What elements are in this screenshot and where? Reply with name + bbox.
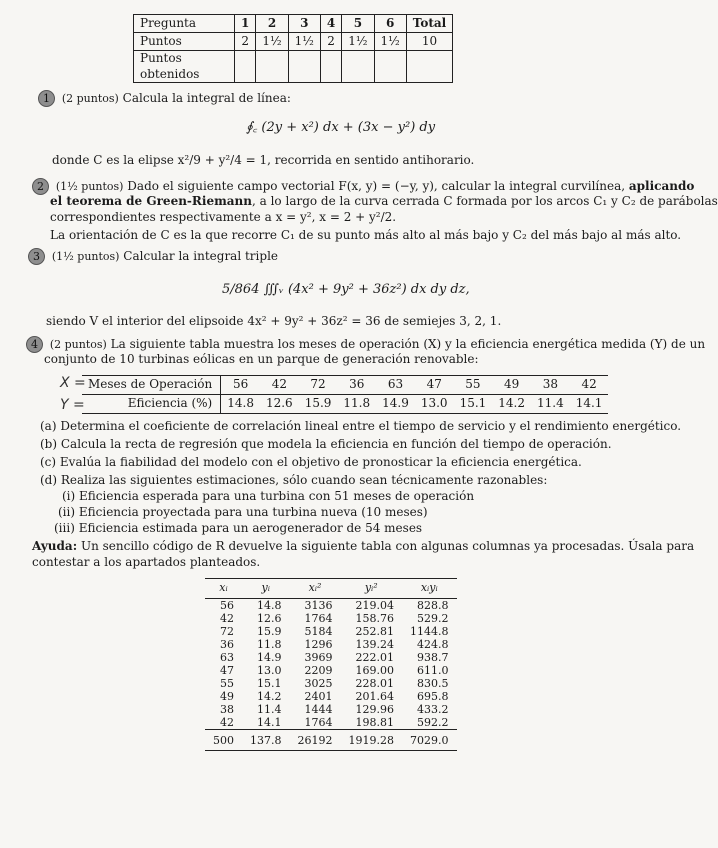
q4-subitem-text: Eficiencia proyectada para una turbina nueva (10 meses)	[78, 505, 428, 519]
q2-number-badge: 2	[32, 178, 49, 195]
r-header-cell: yᵢ²	[341, 579, 403, 599]
r-table-cell: 5184	[304, 625, 333, 638]
q4-subitem-tag: (iii)	[54, 521, 75, 535]
score-empty-cell[interactable]	[320, 51, 341, 83]
q4-subitem-tag: (ii)	[58, 505, 76, 519]
q4-cell: 14.8	[221, 395, 260, 414]
score-header-cell: Pregunta	[134, 15, 235, 33]
q2-text-a: Dado el siguiente campo vectorial F(x, y) = (−y, y), calcular la integral curvilínea,	[127, 179, 626, 193]
score-header-row	[134, 15, 453, 33]
q4-cell: 42	[570, 376, 609, 395]
score-header-cell: 3	[288, 15, 320, 33]
score-cell: 2	[320, 33, 341, 51]
r-table-row	[205, 651, 457, 664]
score-header-cell: 5	[342, 15, 374, 33]
q4-cell: 38	[531, 376, 570, 395]
q4-item-tag: (b)	[40, 437, 58, 451]
q4-cell: 11.4	[531, 395, 570, 414]
r-table-cell: 611.0	[417, 664, 449, 677]
handwritten-x: X =	[60, 375, 86, 391]
r-table-row	[205, 690, 457, 703]
q4-help-label: Ayuda:	[32, 539, 78, 553]
q4-subitem	[54, 521, 422, 537]
r-table-cell: 38	[220, 703, 234, 716]
q4-item-text: Calcula la recta de regresión que modela la eficiencia en función del tiempo de operación.	[60, 437, 612, 451]
q2-text-c: correspondientes respectivamente a x = y², x = 2 + y²/2.	[50, 210, 397, 224]
q4-cell: 15.9	[299, 395, 338, 414]
r-table-cell: 3969	[304, 651, 333, 664]
score-header-cell: 4	[320, 15, 341, 33]
r-table-cell: 228.01	[355, 677, 394, 690]
r-table-cell: 201.64	[355, 690, 394, 703]
score-table	[133, 14, 453, 83]
r-header-cell: xᵢ	[205, 579, 242, 599]
q1-points: (2 puntos)	[61, 92, 119, 105]
r-total-cell: 500	[205, 730, 242, 751]
q1-where: donde C es la elipse x²/9 + y²/4 = 1, recorrida en sentido antihorario.	[52, 153, 475, 167]
r-total-cell: 7029.0	[402, 730, 457, 751]
q2-text-b: , a lo largo de la curva cerrada C formada por los arcos C₁ y C₂ de parábolas	[252, 194, 718, 208]
r-table-cell: 15.9	[257, 625, 282, 638]
q4-cell: 11.8	[337, 395, 376, 414]
q1-text: Calcula la integral de línea:	[122, 91, 291, 105]
score-cell: 1½	[342, 33, 374, 51]
r-table-row	[205, 638, 457, 651]
r-table-row	[205, 677, 457, 690]
q2-bold-a: aplicando	[628, 179, 695, 193]
q4-row-x	[82, 376, 608, 395]
q4-subitem-text: Eficiencia esperada para una turbina con 51 meses de operación	[79, 489, 475, 503]
q4-text-a: La siguiente tabla muestra los meses de operación (X) y la eficiencia energética medida (Y) de un	[110, 337, 706, 351]
r-header-cell: xᵢyᵢ	[402, 579, 457, 599]
r-table-cell: 169.00	[355, 664, 394, 677]
q4-cell: 49	[492, 376, 531, 395]
r-total-cell: 1919.28	[341, 730, 403, 751]
r-header-cell: xᵢ²	[290, 579, 341, 599]
q2-line-2	[50, 194, 718, 210]
q4-cell: 14.1	[570, 395, 609, 414]
r-table-cell: 42	[220, 612, 234, 625]
score-cell: 10	[406, 33, 452, 51]
q4-cell: 12.6	[260, 395, 299, 414]
q1-number-badge: 1	[38, 90, 55, 107]
q1-integral: ∮꜀ (2y + x²) dx + (3x − y²) dy	[246, 120, 436, 135]
r-table-cell: 12.6	[257, 612, 282, 625]
r-table-cell: 11.4	[257, 703, 282, 716]
r-table-cell: 1764	[304, 612, 333, 625]
q4-row-y	[82, 395, 608, 414]
q4-item-tag: (a)	[40, 419, 57, 433]
q2-line-1	[32, 178, 694, 195]
q4-points: (2 puntos)	[49, 338, 107, 351]
score-empty-cell[interactable]	[256, 51, 288, 83]
r-table-cell: 592.2	[417, 716, 449, 729]
q4-row-y-label: Eficiencia (%)	[82, 395, 221, 414]
r-table-cell: 1444	[304, 703, 333, 716]
score-cell: 1½	[256, 33, 288, 51]
score-cell: 1½	[374, 33, 406, 51]
score-empty-cell[interactable]	[288, 51, 320, 83]
q4-help	[32, 539, 694, 555]
q2-bold-b: el teorema de Green-Riemann	[50, 194, 252, 208]
r-table-cell: 14.1	[257, 716, 282, 729]
r-table-cell: 198.81	[355, 716, 394, 729]
r-table-cell: 252.81	[355, 625, 394, 638]
score-header-cell: 2	[256, 15, 288, 33]
r-table-cell: 1144.8	[410, 625, 449, 638]
score-points-row	[134, 33, 453, 51]
score-header-cell: 1	[235, 15, 256, 33]
r-table-cell: 14.2	[257, 690, 282, 703]
r-table-cell: 529.2	[417, 612, 449, 625]
score-cell: Puntos obtenidos	[134, 51, 235, 83]
score-empty-cell[interactable]	[342, 51, 374, 83]
r-table-cell: 14.9	[257, 651, 282, 664]
r-table-cell: 72	[220, 625, 234, 638]
r-totals-row	[205, 730, 457, 751]
r-table-cell: 11.8	[257, 638, 282, 651]
q4-item	[40, 419, 681, 435]
score-empty-cell[interactable]	[235, 51, 256, 83]
q3-text: Calcular la integral triple	[123, 249, 279, 263]
r-total-cell: 137.8	[242, 730, 290, 751]
r-table-cell: 1764	[304, 716, 333, 729]
r-table-cell: 828.8	[417, 599, 449, 612]
r-table-cell: 139.24	[355, 638, 394, 651]
q4-item-tag: (d)	[40, 473, 58, 487]
q4-cell: 14.9	[376, 395, 415, 414]
q3-where: siendo V el interior del elipsoide 4x² + 9y² + 36z² = 36 de semiejes 3, 2, 1.	[46, 314, 502, 328]
r-table-cell: 36	[220, 638, 234, 651]
score-empty-cell[interactable]	[406, 51, 452, 83]
q4-subitem-text: Eficiencia estimada para un aerogenerador de 54 meses	[78, 521, 423, 535]
q3-heading	[28, 248, 278, 265]
r-table-cell: 3136	[304, 599, 333, 612]
q4-cell: 14.2	[492, 395, 531, 414]
r-table-row	[205, 612, 457, 625]
q4-text-b: conjunto de 10 turbinas eólicas en un parque de generación renovable:	[44, 352, 479, 366]
handwritten-y: Y =	[60, 397, 85, 413]
q4-help-text-b: contestar a los apartados planteados.	[32, 555, 261, 569]
r-table-row	[205, 664, 457, 677]
r-table-cell: 222.01	[355, 651, 394, 664]
r-table-body	[205, 599, 457, 730]
score-obtained-row	[134, 51, 453, 83]
score-cell: 2	[235, 33, 256, 51]
r-table-cell: 56	[220, 599, 234, 612]
q4-item-text: Realiza las siguientes estimaciones, sólo cuando sean técnicamente razonables:	[60, 473, 548, 487]
r-table-row	[205, 599, 457, 613]
q4-row-x-label: Meses de Operación	[82, 376, 221, 395]
r-table-row	[205, 716, 457, 730]
r-table-cell: 3025	[304, 677, 333, 690]
q4-cell: 55	[454, 376, 493, 395]
q4-item	[40, 437, 612, 453]
q4-item	[40, 473, 547, 489]
r-table-cell: 2209	[304, 664, 333, 677]
r-table-cell: 42	[220, 716, 234, 729]
q4-subitem	[62, 489, 474, 505]
q3-number-badge: 3	[28, 248, 45, 265]
score-cell: Puntos	[134, 33, 235, 51]
q1-heading	[38, 90, 291, 107]
score-header-cell: 6	[374, 15, 406, 33]
q4-subitem	[58, 505, 428, 521]
q4-item-tag: (c)	[40, 455, 57, 469]
q4-cell: 15.1	[454, 395, 493, 414]
r-header-row	[205, 579, 457, 599]
r-table-cell: 1296	[304, 638, 333, 651]
r-table-cell: 938.7	[417, 651, 449, 664]
r-table-cell: 219.04	[355, 599, 394, 612]
r-table-cell: 15.1	[257, 677, 282, 690]
q3-points: (1½ puntos)	[51, 250, 120, 263]
r-table-row	[205, 625, 457, 638]
r-table-cell: 49	[220, 690, 234, 703]
q4-help-text-a: Un sencillo código de R devuelve la siguiente tabla con algunas columnas ya procesadas. Úsala para	[80, 539, 695, 553]
q4-cell: 13.0	[415, 395, 454, 414]
r-table-cell: 830.5	[417, 677, 449, 690]
r-table-cell: 424.8	[417, 638, 449, 651]
r-table-cell: 63	[220, 651, 234, 664]
q4-cell: 47	[415, 376, 454, 395]
q4-cell: 72	[299, 376, 338, 395]
q4-item	[40, 455, 582, 471]
r-total-cell: 26192	[290, 730, 341, 751]
r-table-cell: 13.0	[257, 664, 282, 677]
r-header-cell: yᵢ	[242, 579, 290, 599]
q3-integral: 5/864 ∭ᵥ (4x² + 9y² + 36z²) dx dy dz,	[222, 282, 470, 297]
q2-points: (1½ puntos)	[55, 180, 124, 193]
q4-item-text: Determina el coeficiente de correlación lineal entre el tiempo de servicio y el rendimiento energético.	[60, 419, 682, 433]
score-cell: 1½	[288, 33, 320, 51]
q4-number-badge: 4	[26, 336, 43, 353]
r-table-cell: 695.8	[417, 690, 449, 703]
r-output-table	[205, 578, 457, 751]
score-empty-cell[interactable]	[374, 51, 406, 83]
r-table-cell: 129.96	[355, 703, 394, 716]
q4-subitem-tag: (i)	[62, 489, 76, 503]
q4-cell: 63	[376, 376, 415, 395]
q4-cell: 56	[221, 376, 260, 395]
r-table-cell: 47	[220, 664, 234, 677]
q4-cell: 42	[260, 376, 299, 395]
r-table-cell: 2401	[304, 690, 333, 703]
r-table-cell: 55	[220, 677, 234, 690]
q2-orientation: La orientación de C es la que recorre C₁ de su punto más alto al más bajo y C₂ del más bajo al más alto.	[50, 228, 682, 242]
q4-item-text: Evalúa la fiabilidad del modelo con el objetivo de pronosticar la eficiencia energética.	[59, 455, 582, 469]
q4-line-1	[26, 336, 705, 353]
score-header-cell: Total	[406, 15, 452, 33]
r-table-cell: 433.2	[417, 703, 449, 716]
q4-cell: 36	[337, 376, 376, 395]
r-table-cell: 14.8	[257, 599, 282, 612]
r-table-row	[205, 703, 457, 716]
r-table-cell: 158.76	[355, 612, 394, 625]
q4-data-table	[82, 375, 608, 414]
